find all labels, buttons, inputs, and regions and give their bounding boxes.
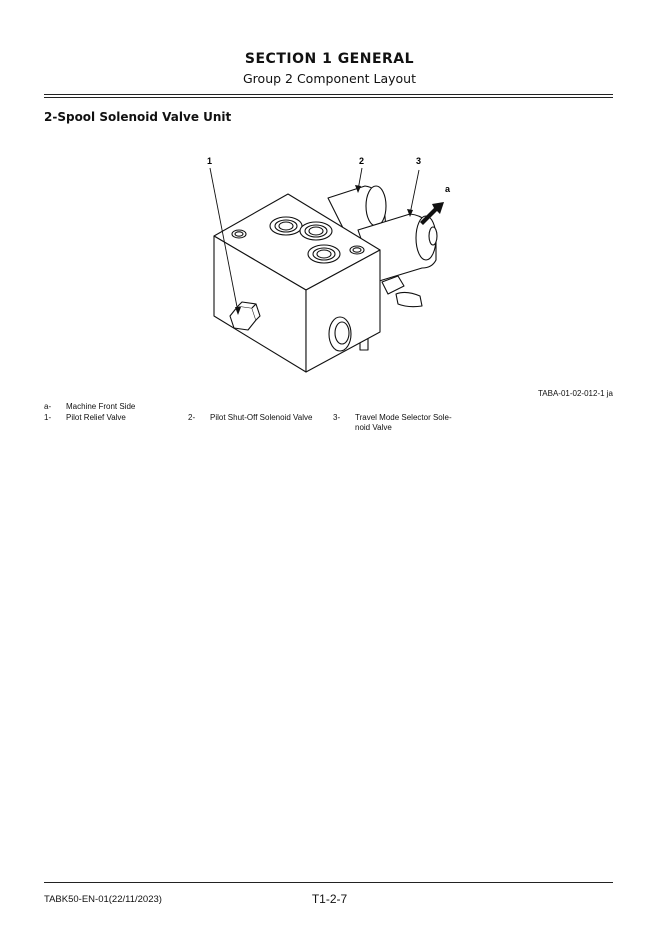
callout-2: 2	[359, 156, 365, 166]
legend-text: Pilot Relief Valve	[66, 412, 126, 422]
legend-text: Machine Front Side	[66, 402, 136, 411]
valve-unit-illustration	[190, 150, 470, 380]
legend-key: 1-	[44, 412, 52, 422]
group-title: Group 2 Component Layout	[243, 71, 416, 86]
callout-3: 3	[416, 156, 422, 166]
footer-rule	[44, 882, 613, 883]
legend-text: Travel Mode Selector Sole-noid Valve	[355, 412, 452, 432]
page-number: T1-2-7	[311, 892, 348, 906]
legend-text: Pilot Shut-Off Solenoid Valve	[210, 412, 313, 422]
legend-key: 3-	[333, 412, 341, 422]
callout-a: a	[445, 184, 451, 194]
page-header	[0, 50, 659, 88]
legend-key: a-	[44, 402, 52, 411]
legend-key: 2-	[188, 412, 196, 422]
subsection-title: 2-Spool Solenoid Valve Unit	[44, 110, 232, 124]
section-title: SECTION 1 GENERAL	[244, 51, 415, 67]
figure-code: TABA-01-02-012-1 ja	[538, 389, 613, 398]
document-code: TABK50-EN-01(22/11/2023)	[44, 894, 162, 905]
header-double-rule	[44, 94, 613, 98]
callout-1: 1	[207, 156, 213, 166]
